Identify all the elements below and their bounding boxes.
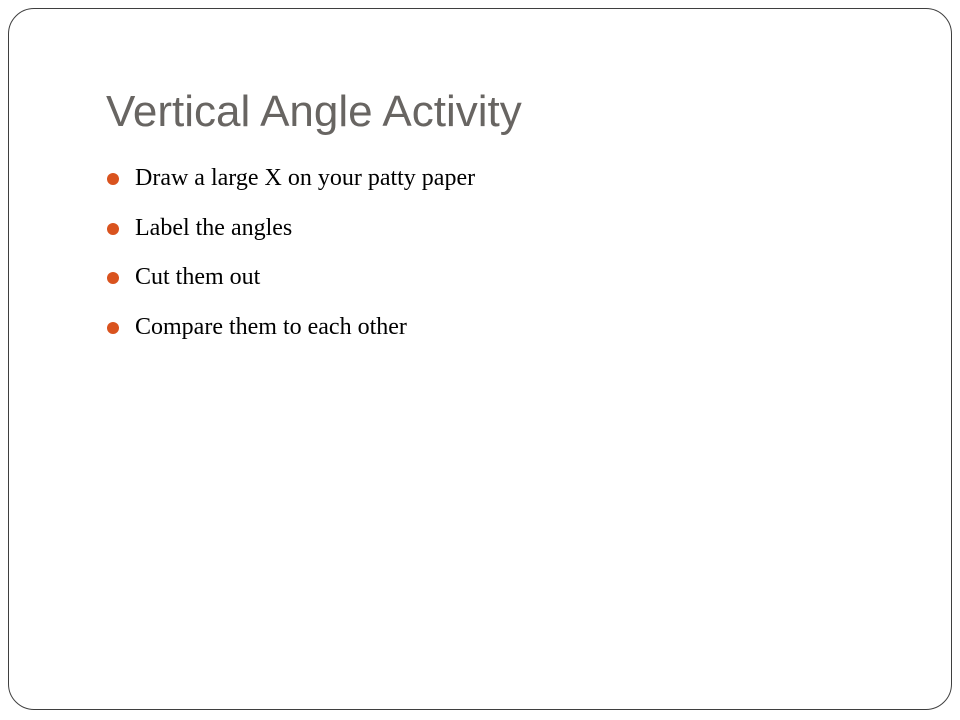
bullet-text: Label the angles — [135, 214, 293, 241]
bullet-marker-icon — [107, 223, 119, 235]
bullet-marker-icon — [107, 322, 119, 334]
bullet-marker-icon — [107, 272, 119, 284]
bullet-text: Cut them out — [135, 264, 261, 290]
bullet-item — [105, 253, 475, 303]
bullet-item — [105, 154, 475, 204]
bullet-text: Draw a large X on your patty paper — [135, 165, 476, 191]
bullet-item — [105, 204, 475, 254]
bullet-list — [105, 154, 475, 352]
bullet-item — [105, 303, 475, 353]
bullet-text: Compare them to each other — [135, 313, 407, 340]
slide-title: Vertical Angle Activity — [106, 87, 522, 136]
bullet-marker-icon — [107, 173, 119, 185]
